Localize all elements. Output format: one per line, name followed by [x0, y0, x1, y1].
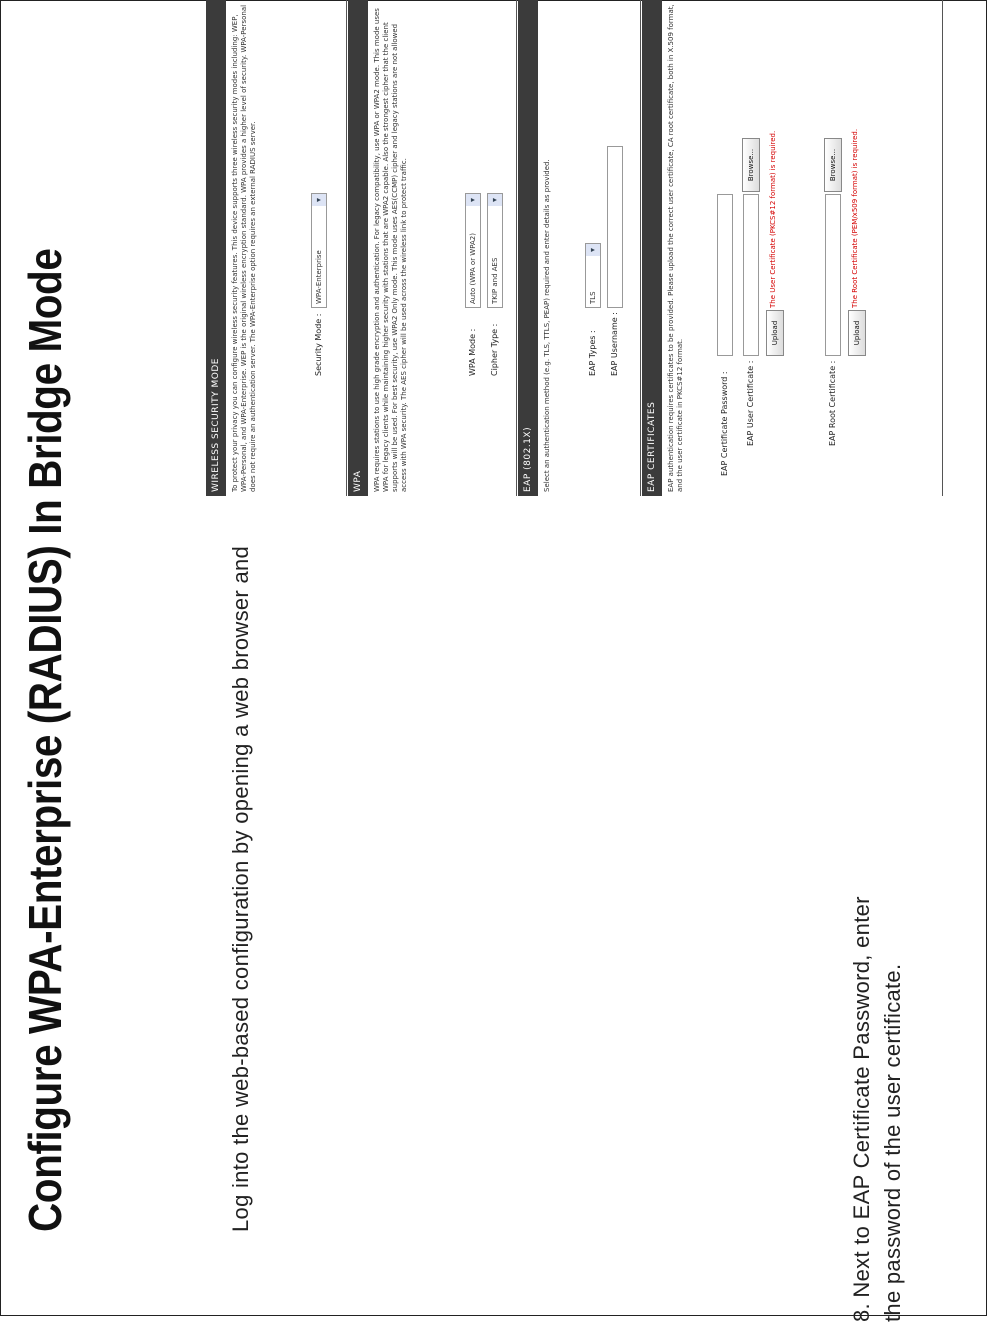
wpa-mode-label: WPA Mode : — [468, 328, 477, 376]
chevron-down-icon: ▾ — [312, 194, 326, 206]
step-8 — [846, 862, 908, 1322]
eap-certificates-section — [642, 0, 943, 496]
page-title: Configure WPA-Enterprise (RADIUS) In Bridge Mode — [19, 248, 71, 1232]
router-screenshot — [206, 0, 948, 496]
user-cert-label: EAP User Certificate : — [746, 360, 755, 446]
eap-types-select[interactable] — [585, 243, 601, 308]
root-cert-upload-button[interactable]: Upload — [848, 310, 866, 356]
root-cert-file-input[interactable] — [825, 194, 841, 356]
wpa-desc: WPA requires stations to use high grade encryption and authentication. For legacy compatibility, use WPA or WPA2 mode. This mode uses WPA for legacy clients while maintaining higher security with stations that are WPA2 capable. Also the strongest cipher that the client supports will be used. For best security, use WPA2 Only mode. This mode uses AES(CCMP) cipher and legacy stations are not allowed access with WPA security. The AES cipher will be used across the wireless link to protect traffic. — [373, 8, 408, 492]
eap-section — [518, 0, 641, 496]
eap-types-label: EAP Types : — [588, 330, 597, 376]
wireless-security-section — [206, 0, 347, 496]
eap-username-label: EAP Username : — [610, 312, 619, 376]
step-number: 8. — [849, 1303, 874, 1322]
user-cert-upload-button[interactable]: Upload — [766, 310, 784, 356]
chevron-down-icon: ▾ — [586, 244, 600, 256]
cert-password-label: EAP Certificate Password : — [720, 371, 729, 476]
user-cert-error: The User Certificate (PKCS#12 format) is required. — [769, 130, 777, 308]
root-cert-label: EAP Root Certificate : — [828, 360, 837, 446]
eap-types-value: TLS — [589, 291, 597, 304]
cert-password-input[interactable] — [717, 194, 733, 356]
wireless-security-desc: To protect your privacy you can configure wireless security features. This device supports three wireless security modes including: WEP, WPA-Personal, and WPA-Enterprise. WEP is the original wireless encryption standard. WPA provides a higher level of security. WPA-Personal does not require an authentication server. The WPA-Enterprise option requires an external RADIUS server. — [231, 4, 257, 492]
user-cert-browse-button[interactable]: Browse... — [742, 138, 760, 192]
chevron-down-icon: ▾ — [488, 194, 502, 206]
security-mode-value: WPA-Enterprise — [315, 250, 323, 304]
user-cert-file-input[interactable] — [743, 194, 759, 356]
wpa-header: WPA — [348, 0, 368, 496]
eap-certificates-header: EAP CERTIFICATES — [642, 0, 662, 496]
cipher-type-label: Cipher Type : — [490, 323, 499, 376]
cipher-type-value: TKIP and AES — [491, 257, 499, 304]
eap-certificates-desc: EAP authentication requires certificates to be provided. Please upload the correct user certificate, CA root certificate, both in X.509 format, and the user certificate in PKCS#12 format. — [667, 4, 684, 492]
wpa-mode-select[interactable] — [465, 193, 481, 308]
eap-header: EAP (802.1X) — [518, 0, 538, 496]
root-cert-error: The Root Certificate (PEM/x509 format) is required. — [851, 128, 859, 308]
eap-username-input[interactable] — [607, 146, 623, 308]
wpa-mode-value: Auto (WPA or WPA2) — [469, 233, 477, 304]
step-text: Next to EAP Certificate Password, enter the password of the user certificate. — [849, 896, 905, 1322]
security-mode-select[interactable] — [311, 193, 327, 308]
root-cert-browse-button[interactable]: Browse... — [824, 138, 842, 192]
wpa-section — [348, 0, 517, 496]
chevron-down-icon: ▾ — [466, 194, 480, 206]
intro-text: Log into the web-based configuration by opening a web browser and — [228, 545, 253, 1232]
wireless-security-header: WIRELESS SECURITY MODE — [206, 0, 226, 496]
cipher-type-select[interactable] — [487, 193, 503, 308]
eap-desc: Select an authentication method (e.g. TLS, TTLS, PEAP) required and enter details as provided. — [543, 159, 551, 492]
security-mode-label: Security Mode : — [314, 313, 323, 376]
